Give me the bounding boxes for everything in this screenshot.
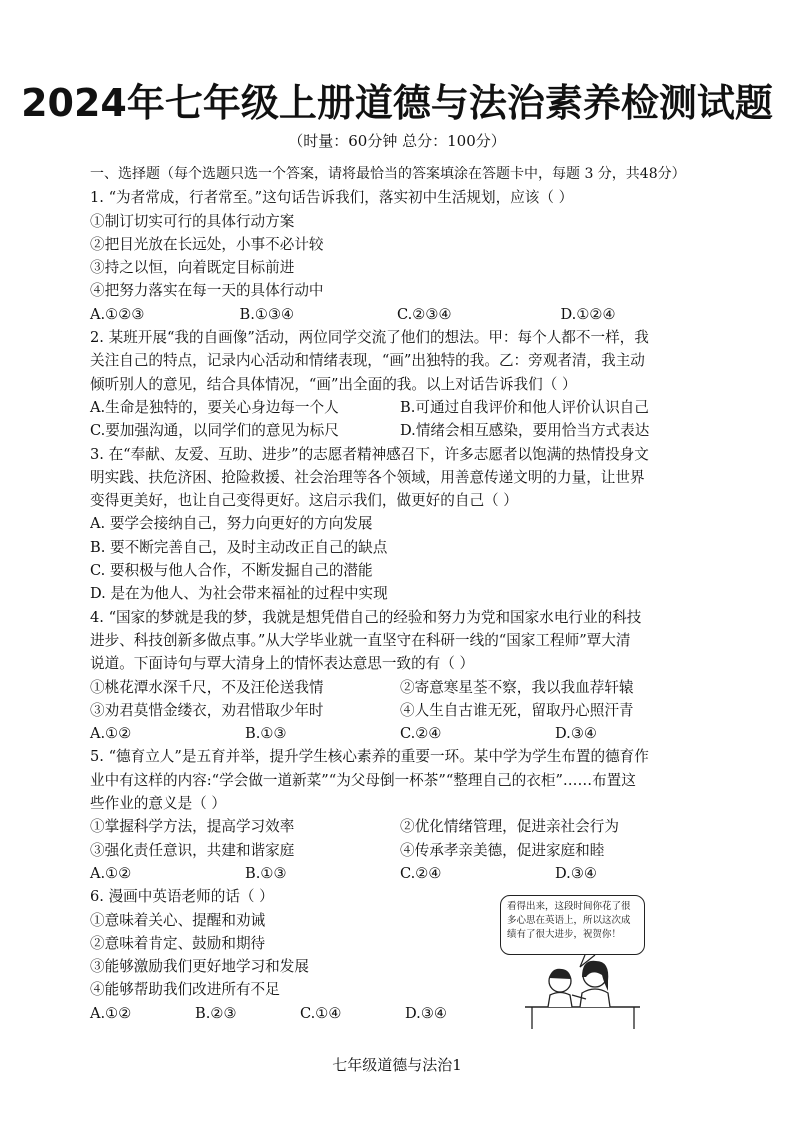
option-c[interactable]: C.要加强沟通，以同学们的意见为标尺 [90, 422, 339, 440]
question-1-item: ①制订切实可行的具体行动方案 [90, 212, 295, 230]
option-b[interactable]: B.②③ [195, 1004, 237, 1022]
option-d[interactable]: D.③④ [555, 864, 597, 882]
question-2-options [90, 396, 710, 419]
question-3-stem-line: 变得更美好，也让自己变得更好。这启示我们，做更好的自己（ ） [90, 492, 518, 510]
question-2-options [90, 419, 710, 442]
question-5-options [90, 862, 710, 885]
speech-bubble: 看得出来，这段时间你花了很多心思在英语上，所以这次成绩有了很大进步，祝贺你！ [500, 895, 645, 955]
question-5-stem-line: 业中有这样的内容:“学会做一道新菜”“为父母倒一杯茶”“整理自己的衣柜”……布置这 [90, 771, 636, 789]
question-5-items [90, 839, 710, 862]
question-2-stem-line: 关注自己的特点，记录内心活动和情绪表现，“画”出独特的我。乙：旁观者清，我主动 [90, 352, 645, 370]
exam-time-and-score: （时量：60分钟 总分：100分） [288, 132, 506, 150]
option-c[interactable]: C.②③④ [397, 305, 452, 323]
question-3-stem-line: 3. 在“奉献、友爱、互助、进步”的志愿者精神感召下，许多志愿者以饱满的热情投身文 [90, 445, 649, 463]
question-1-options [90, 303, 710, 326]
question-4-items [90, 676, 710, 699]
question-5-item: ②优化情绪管理，促进亲社会行为 [400, 818, 619, 836]
question-4-item: ④人生自古谁无死，留取丹心照汗青 [400, 701, 634, 719]
option-c[interactable]: C. 要积极与他人合作，不断发掘自己的潜能 [90, 562, 373, 580]
option-b[interactable]: B.①③ [245, 725, 287, 743]
option-a[interactable]: A.①② [90, 1004, 132, 1022]
question-4-item: ①桃花潭水深千尺，不及汪伦送我情 [90, 678, 324, 696]
option-c[interactable]: C.①④ [300, 1004, 342, 1022]
question-6-item: ③能够激励我们更好地学习和发展 [90, 958, 309, 976]
question-5-item: ①掌握科学方法，提高学习效率 [90, 818, 295, 836]
option-d[interactable]: D. 是在为他人、为社会带来福祉的过程中实现 [90, 585, 388, 603]
question-6-item: ①意味着关心、提醒和劝诫 [90, 911, 266, 929]
question-6-options [90, 1002, 490, 1025]
option-c[interactable]: C.②④ [400, 725, 442, 743]
option-d[interactable]: D.③④ [405, 1004, 447, 1022]
question-1-item: ③持之以恒，向着既定目标前进 [90, 259, 295, 277]
option-b[interactable]: B.①③ [245, 864, 287, 882]
question-5-stem-line: 5. “德育立人”是五育并举，提升学生核心素养的重要一环。某中学为学生布置的德育作 [90, 748, 649, 766]
question-6-item: ②意味着肯定、鼓励和期待 [90, 934, 266, 952]
question-4-item: ②寄意寒星荃不察，我以我血荐轩辕 [400, 678, 634, 696]
question-3-stem-line: 明实践、扶危济困、抢险救援、社会治理等各个领域，用善意传递文明的力量，让世界 [90, 468, 645, 486]
page-footer: 七年级道德与法治1 [332, 1056, 462, 1074]
option-d[interactable]: D.①②④ [560, 305, 616, 323]
question-4-options [90, 722, 710, 745]
question-4-item: ③劝君莫惜金缕衣，劝君惜取少年时 [90, 701, 324, 719]
option-a[interactable]: A.①② [90, 864, 132, 882]
section-heading: 一、选择题（每个选题只选一个答案，请将最恰当的答案填涂在答题卡中，每题 3 分，共48分） [90, 166, 686, 182]
question-4-stem-line: 4. “国家的梦就是我的梦，我就是想凭借自己的经验和努力为党和国家水电行业的科技 [90, 608, 642, 626]
question-5-stem-line: 些作业的意义是（ ） [90, 795, 226, 813]
question-1-item: ④把努力落实在每一天的具体行动中 [90, 282, 324, 300]
option-d[interactable]: D.情绪会相互感染，要用恰当方式表达 [400, 422, 650, 440]
question-5-item: ③强化责任意识，共建和谐家庭 [90, 841, 295, 859]
question-1-item: ②把目光放在长远处，小事不必计较 [90, 235, 324, 253]
option-d[interactable]: D.③④ [555, 725, 597, 743]
question-4-stem-line: 说道。下面诗句与覃大清身上的情怀表达意思一致的有（ ） [90, 655, 475, 673]
question-4-stem-line: 进步、科技创新多做点事。”从大学毕业就一直坚守在科研一线的“国家工程师”覃大清 [90, 631, 631, 649]
question-6-stem: 6. 漫画中英语老师的话（ ） [90, 888, 274, 906]
option-a[interactable]: A.①②③ [90, 305, 145, 323]
question-1-stem: 1. “为者常成，行者常至。”这句话告诉我们，落实初中生活规划，应该（ ） [90, 189, 574, 207]
option-b[interactable]: B.①③④ [239, 305, 295, 323]
cartoon-illustration-icon [500, 895, 645, 1030]
option-a[interactable]: A. 要学会接纳自己，努力向更好的方向发展 [90, 515, 373, 533]
option-b[interactable]: B. 要不断完善自己，及时主动改正自己的缺点 [90, 538, 388, 556]
option-c[interactable]: C.②④ [400, 864, 442, 882]
option-a[interactable]: A.①② [90, 725, 132, 743]
question-6-item: ④能够帮助我们改进所有不足 [90, 981, 280, 999]
question-4-items [90, 699, 710, 722]
question-5-items [90, 815, 710, 838]
question-2-stem-line: 2. 某班开展“我的自画像”活动，两位同学交流了他们的想法。甲：每个人都不一样，我 [90, 329, 649, 347]
teacher-student-cartoon [500, 895, 645, 1030]
question-5-item: ④传承孝亲美德，促进家庭和睦 [400, 841, 605, 859]
page-title: 2024年七年级上册道德与法治素养检测试题 [21, 81, 773, 125]
question-2-stem-line: 倾听别人的意见，结合具体情况，“画”出全面的我。以上对话告诉我们（ ） [90, 375, 577, 393]
option-a[interactable]: A.生命是独特的，要关心身边每一个人 [90, 398, 339, 416]
option-b[interactable]: B.可通过自我评价和他人评价认识自己 [400, 398, 649, 416]
